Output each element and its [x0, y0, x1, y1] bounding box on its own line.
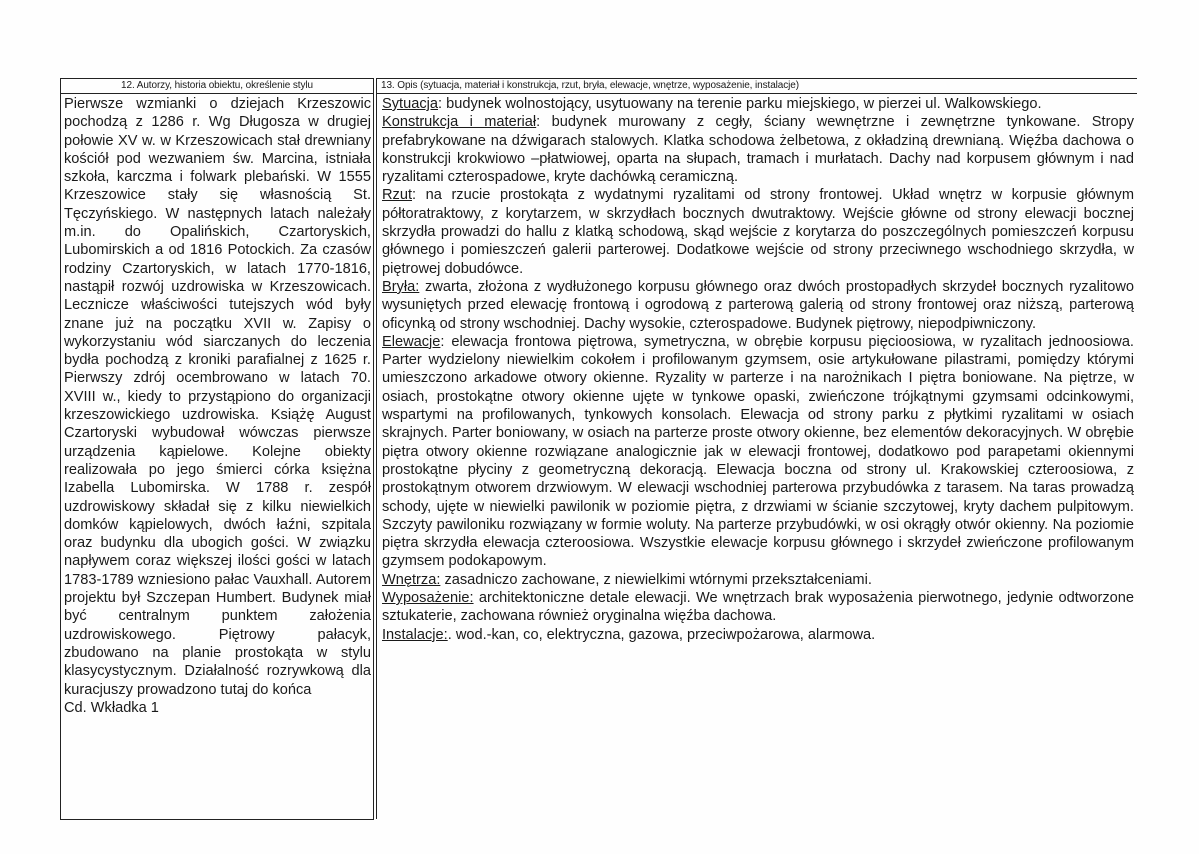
history-column-heading: 12. Autorzy, historia obiektu, określenie stylu	[61, 79, 373, 94]
section-text: zasadniczo zachowane, z niewielkimi wtórnymi przekształceniami.	[440, 571, 872, 588]
section-label: Instalacje:	[382, 626, 448, 643]
continuation-note: Cd. Wkładka 1	[64, 699, 159, 716]
section-separator: :	[440, 333, 445, 350]
section-text: na rzucie prostokąta z wydatnymi ryzalitami od strony frontowej. Układ wnętrz w korpusie głównym półtoratraktowy, z korytarzem, w skrzydłach bocznych dwutraktowy. Wejście główne od strony elewacji bocznej skrzydła prowadzi do hallu z klatką schodową, skąd wejście z korytarza do poszczególnych pomieszczeń korpusu głównego i pomieszczeń galerii parterowej. Dodatkowe wejście od strony przeciwnego wschodniego skrzydła, w piętrowej dobudówce.	[382, 187, 1134, 277]
section-label: Wyposażenie:	[382, 590, 474, 607]
section-sytuacja	[382, 95, 1134, 113]
section-label: Bryła:	[382, 278, 420, 295]
section-label: Sytuacja	[382, 96, 438, 112]
section-label: Rzut	[382, 187, 413, 204]
section-konstrukcja	[382, 113, 1134, 186]
description-column-heading: 13. Opis (sytuacja, materiał i konstrukcja, rzut, bryła, elewacje, wnętrze, wyposażenie, instalacje)	[377, 79, 1137, 94]
description-column	[376, 78, 1137, 819]
section-label: Wnętrza:	[382, 571, 441, 588]
history-column	[60, 78, 374, 820]
section-bryla	[382, 278, 1134, 333]
section-wyposazenie	[382, 589, 1134, 626]
section-label: Konstrukcja i materiał	[382, 114, 537, 131]
section-text: budynek wolnostojący, usytuowany na terenie parku miejskiego, w pierzei ul. Walkowskiego.	[442, 96, 1042, 112]
history-text-block	[61, 94, 373, 717]
description-text-block	[377, 94, 1137, 644]
section-text: . wod.-kan, co, elektryczna, gazowa, przeciwpożarowa, alarmowa.	[447, 626, 876, 643]
section-elewacje	[382, 333, 1134, 571]
section-text: architektoniczne detale elewacji. We wnętrzach brak wyposażenia pierwotnego, jedynie odtworzone sztukaterie, zachowana również oryginalna więźba dachowa.	[382, 590, 1134, 625]
history-text: Pierwsze wzmianki o dziejach Krzeszowic pochodzą z 1286 r. Wg Długosza w drugiej połowie XV w. w Krzeszowicach stał drewniany kościół pod wezwaniem św. Marcina, istniała szkoła, karczma i folwark plebański. W 1555 Krzeszowice stały się własnością St. Tęczyńskiego. W następnych latach należały m.in. do Opalińskich, Czartoryskich, Lubomirskich a od 1816 Potockich. Za czasów rodziny Czartoryskich, w latach 1770-1816, nastąpił rozwój uzdrowiska w Krzeszowicach. Lecznicze właściwości tutejszych wód były znane już na początku XVII w. Zapisy o wykorzystaniu wód siarczanych do leczenia bydła pochodzą z kroniki parafialnej z 1625 r. Pierwszy zdrój ocembrowano w latach 70. XVIII w., kiedy to przystąpiono do organizacji krzeszowickiego uzdrowiska. Książę August Czartoryski wybudował wówczas pierwsze urządzenia kąpielowe. Kolejne obiekty realizowała po jego śmierci córka księżna Izabella Lubomirska. W 1788 r. zespół uzdrowiskowy składał się z kilku niewielkich domków kąpielowych, dwóch łaźni, szpitala oraz budynku dla ubogich gości. W związku napływem coraz większej ilości gości w latach 1783-1789 wzniesiono pałac Vauxhall. Autorem projektu był Szczepan Humbert. Budynek miał być centralnym punktem założenia uzdrowiskowego. Piętrowy pałacyk, zbudowano na planie prostokąta w stylu klasycystycznym. Działalność rozrywkową dla kuracjuszy prowadzono tutaj do końca	[64, 96, 371, 698]
section-text: zwarta, złożona z wydłużonego korpusu głównego oraz dwóch prostopadłych skrzydeł bocznych ryzalitowo wysuniętych przed elewację frontową i ogrodową z parterową galerią od strony frontowej oraz niższą, parterową oficynką od strony wschodniej. Dachy wysokie, czterospadowe. Budynek piętrowy, niepodpiwniczony.	[382, 278, 1134, 332]
section-wnetrza	[382, 571, 1134, 589]
section-rzut	[382, 186, 1134, 277]
section-separator: :	[412, 187, 417, 204]
section-separator: :	[536, 114, 541, 131]
section-text: elewacja frontowa piętrowa, symetryczna, w obrębie korpusu pięcioosiowa, w ryzalitach jednoosiowa. Parter wydzielony niewielkim cokołem i profilowanym gzymsem, osie artykułowane pilastrami, pomiędzy którymi umieszczono arkadowe otwory okienne. Ryzality w parterze i na narożnikach I piętra boniowane. Na piętrze, w osiach, prostokątne otwory okienne ujęte w tynkowe opaski, zwieńczone trójkątnymi gzymsami odcinkowymi, wspartymi na profilowanych, tynkowych konsolach. Elewacja od strony parku z płytkimi ryzalitami w osiach skrajnych. Parter boniowany, w osiach na parterze proste otwory okienne, bez elementów dekoracyjnych. W obrębie piętra otwory okienne rozwiązane analogicznie jak w elewacji frontowej, dodatkowo pod parapetami okiennymi prostokątne płyciny z geometryczną dekoracją. Elewacja boczna od strony ul. Krakowskiej czteroosiowa, z prostokątnym otworem drzwiowym. W elewacji wschodniej parterowa przybudówka z tarasem. Na taras prowadzą schody, ujęte w niewielki pawilonik w poziomie piętra, z drzwiami w ścianie szczytowej, kryty dachem pulpitowym. Szczyty pawiloniku rozwiązany w formie woluty. Na parterze przybudówki, w osi okrągły otwór okienny. Na poziomie piętra skrzydła elewacja czteroosiowa. Wszystkie elewacje korpusu głównego i skrzydeł zwieńczone profilowanym gzymsem podokapowym.	[382, 333, 1134, 570]
section-label: Elewacje	[382, 333, 441, 350]
section-separator: :	[437, 96, 443, 112]
section-instalacje	[382, 626, 1134, 644]
section-text: budynek murowany z cegły, ściany wewnętrzne i zewnętrzne tynkowane. Stropy prefabrykowane na dźwigarach stalowych. Klatka schodowa żelbetowa, z okładziną drewnianą. Więźba dachowa o konstrukcji krokwiowo –płatwiowej, oparta na słupach, tramach i murłatach. Dachy nad korpusem głównym i nad ryzalitami czterospadowe, kryte dachówką ceramiczną.	[382, 114, 1134, 186]
